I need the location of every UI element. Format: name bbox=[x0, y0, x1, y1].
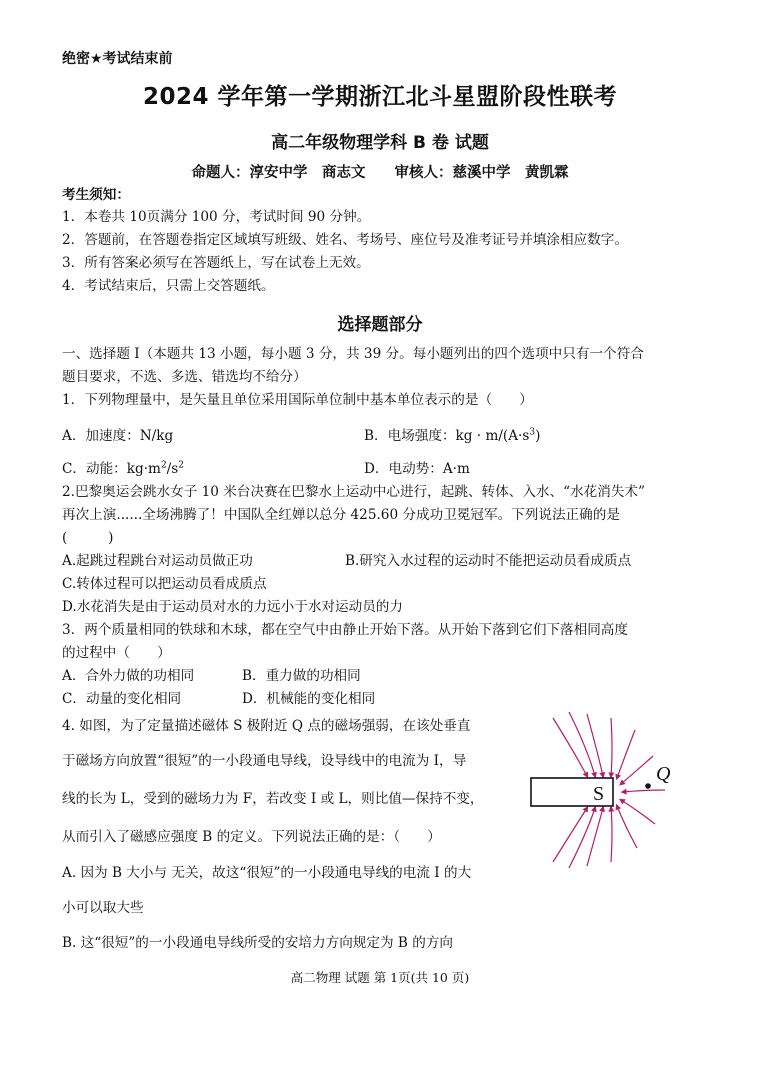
exam-title: 2024 学年第一学期浙江北斗星盟阶段性联考 bbox=[142, 84, 618, 110]
question-3-stem-line: 3．两个质量相同的铁球和木球，都在空气中由静止开始下落。从开始下落到它们下落相同高度 bbox=[62, 622, 628, 638]
q1-option-d: D．电动势：A·m bbox=[364, 461, 470, 477]
q2-option-a: A.起跳过程跳台对运动员做正功 bbox=[62, 553, 253, 569]
notice-item: 4．考试结束后，只需上交答题纸。 bbox=[62, 278, 275, 294]
exam-subtitle: 高二年级物理学科 B 卷 试题 bbox=[271, 133, 489, 153]
question-3-stem-line: 的过程中（ ） bbox=[62, 645, 171, 661]
q2-option-c: C.转体过程可以把运动员看成质点 bbox=[62, 576, 267, 592]
q3-option-d: D．机械能的变化相同 bbox=[242, 691, 376, 707]
question-2-stem-line: 2.巴黎奥运会跳水女子 10 米台决赛在巴黎水上运动中心进行，起跳、转体、入水、“水花消失术” bbox=[62, 484, 645, 500]
q4-option-a-line: 小可以取大些 bbox=[62, 900, 144, 916]
q1-option-c-mid: /s bbox=[166, 461, 179, 477]
point-q-marker bbox=[645, 783, 651, 789]
q1-option-b bbox=[364, 424, 540, 444]
confidential-label: 绝密★考试结束前 bbox=[62, 51, 173, 67]
magnet-pole-label: S bbox=[593, 783, 605, 805]
notice-item: 1．本卷共 10页满分 100 分，考试时间 90 分钟。 bbox=[62, 209, 371, 225]
question-2-stem-line: ( ) bbox=[62, 530, 114, 546]
question-2-stem-line: 再次上演......全场沸腾了！中国队全红婵以总分 425.60 分成功卫冕冠军。下列说法正确的是 bbox=[62, 507, 620, 523]
q1-option-a: A．加速度：N/kg bbox=[62, 428, 174, 444]
question-1-options-row1 bbox=[62, 424, 702, 446]
question-1-stem: 1．下列物理量中，是矢量且单位采用国际单位制中基本单位表示的是（ ） bbox=[62, 392, 533, 408]
question-1-options-row2 bbox=[62, 457, 702, 479]
page-footer: 高二物理 试题 第 1页(共 10 页) bbox=[290, 970, 470, 985]
question-4-stem-line: 从而引入了磁感应强度 B 的定义。下列说法正确的是：（ ） bbox=[62, 829, 441, 845]
q1-option-b-exponent: 3 bbox=[529, 427, 536, 438]
authors-line: 命题人：淳安中学 商志文 审核人：慈溪中学 黄凯霖 bbox=[191, 165, 569, 181]
q1-option-c bbox=[62, 457, 184, 477]
q4-option-a-line: A. 因为 B 大小与 无关，故这“很短”的一小段通电导线的电流 I 的大 bbox=[62, 865, 472, 881]
q1-option-c-text: C．动能：kg·m bbox=[62, 461, 161, 477]
notice-item: 3．所有答案必须写在答题纸上，写在试卷上无效。 bbox=[62, 255, 370, 271]
notice-item: 2．答题前，在答题卷指定区域填写班级、姓名、考场号、座位号及准考证号并填涂相应数字。 bbox=[62, 232, 628, 248]
q1-option-c-exp1: 2 bbox=[160, 460, 167, 471]
section-title: 选择题部分 bbox=[337, 315, 423, 335]
q1-option-c-exp2: 2 bbox=[178, 460, 184, 471]
point-q-label: Q bbox=[656, 763, 671, 785]
section-intro-line: 题目要求，不选、多选、错选均不给分） bbox=[62, 369, 307, 385]
q2-option-b: B.研究入水过程的运动时不能把运动员看成质点 bbox=[345, 553, 632, 569]
q1-option-b-text: B．电场强度：kg · m/(A·s bbox=[364, 428, 530, 444]
magnet-field-figure bbox=[525, 710, 700, 870]
question-4-stem-line: 4. 如图，为了定量描述磁体 S 极附近 Q 点的磁场强弱，在该处垂直 bbox=[62, 718, 471, 734]
q3-option-b: B．重力做的功相同 bbox=[242, 668, 361, 684]
q4-option-b-line: B. 这“很短”的一小段通电导线所受的安培力方向规定为 B 的方向 bbox=[62, 935, 454, 951]
question-4-stem-line: 线的长为 L，受到的磁场力为 F，若改变 I 或 L，则比值—保持不变， bbox=[62, 791, 484, 807]
q2-option-d: D.水花消失是由于运动员对水的力远小于水对运动员的力 bbox=[62, 599, 403, 615]
q1-option-b-close: ) bbox=[535, 428, 541, 444]
q3-option-a: A．合外力做的功相同 bbox=[62, 668, 195, 684]
q3-option-c: C．动量的变化相同 bbox=[62, 691, 182, 707]
question-4-stem-line: 于磁场方向放置“很短”的一小段通电导线，设导线中的电流为 I，导 bbox=[62, 753, 467, 769]
section-intro-line: 一、选择题 I（本题共 13 小题，每小题 3 分，共 39 分。每小题列出的四个选项中只有一个符合 bbox=[62, 346, 644, 362]
notice-heading: 考生须知： bbox=[62, 187, 130, 203]
